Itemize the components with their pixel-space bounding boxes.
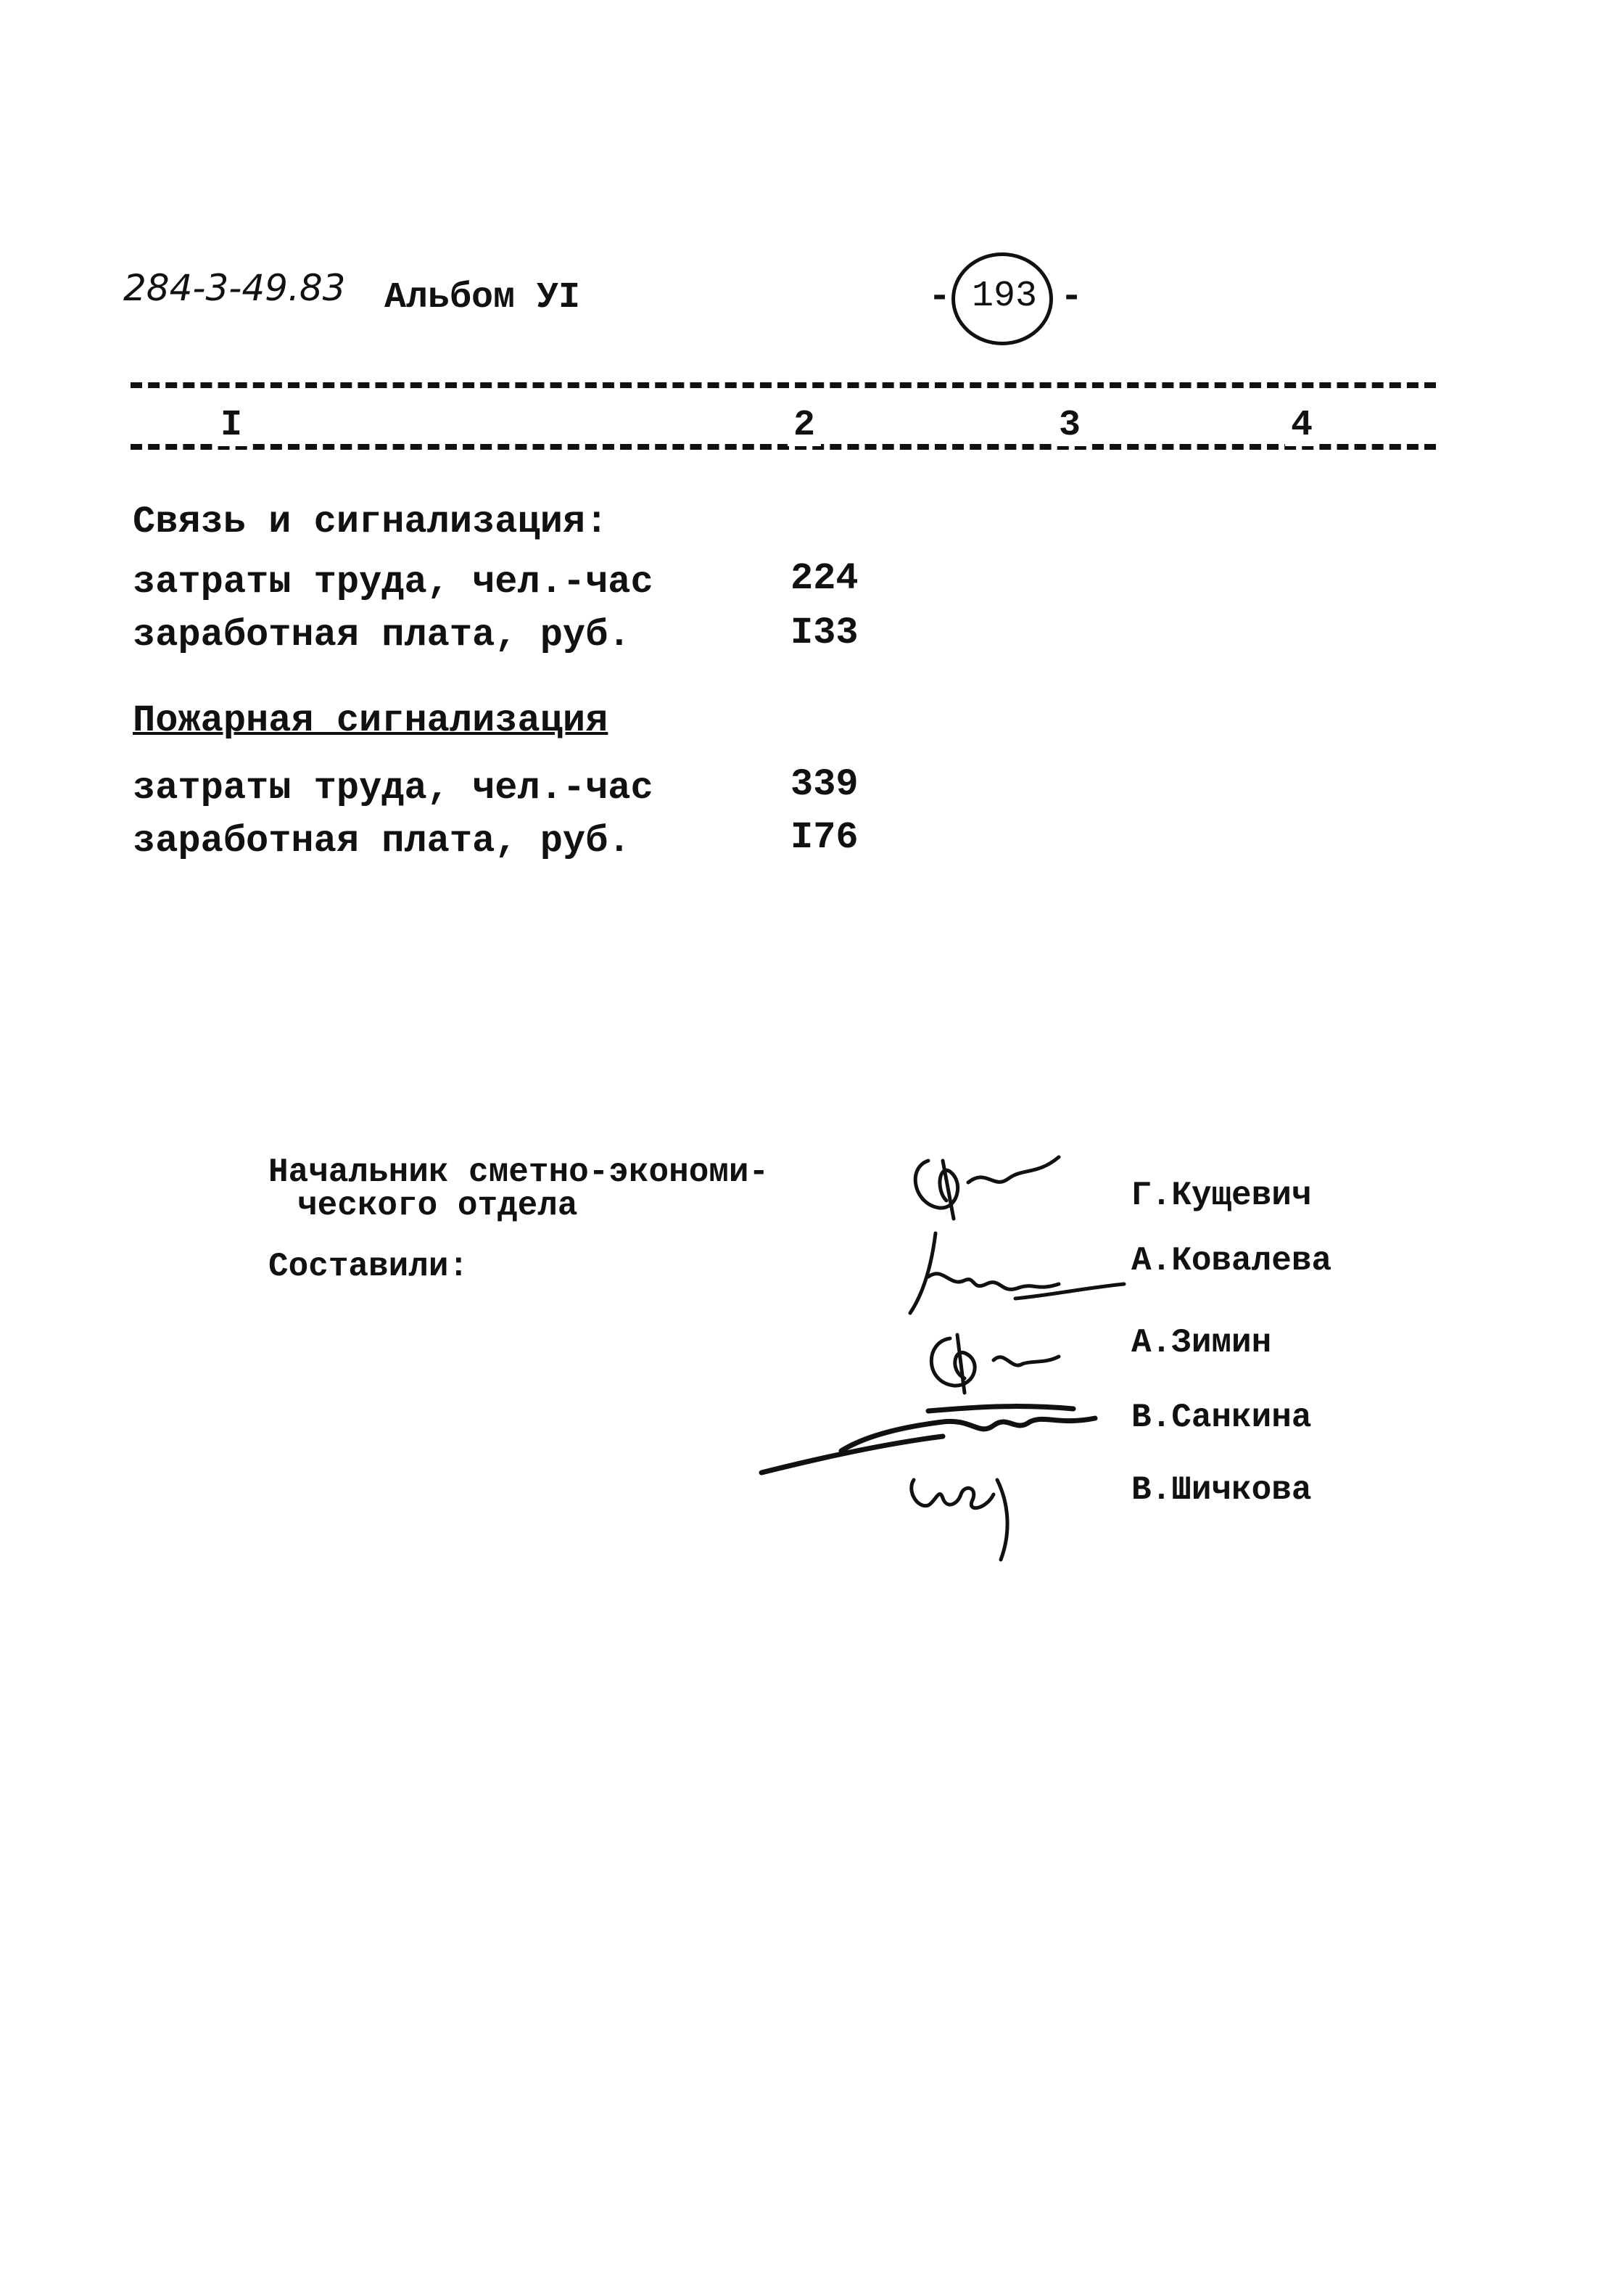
signature-shichkova	[899, 1458, 1044, 1567]
section-title: Связь и сигнализация:	[133, 501, 608, 543]
compiled-by-label: Составили:	[268, 1248, 469, 1285]
signer-name: А.Зимин	[1131, 1324, 1272, 1362]
column-header-4: 4	[1285, 405, 1318, 446]
head-title-line2: ческого отдела	[297, 1187, 578, 1225]
column-header-1: I	[215, 405, 248, 446]
row-value: 224	[790, 557, 859, 600]
page-number: 193	[972, 276, 1038, 317]
section-title: Пожарная сигнализация	[133, 699, 608, 742]
page-dash-left: -	[928, 276, 951, 318]
signer-name: Г.Кущевич	[1131, 1177, 1312, 1214]
page-dash-right: -	[1060, 276, 1083, 318]
row-value: 339	[790, 763, 859, 806]
column-header-3: 3	[1053, 405, 1086, 446]
signer-name: В.Санкина	[1131, 1399, 1312, 1436]
column-header-2: 2	[788, 405, 821, 446]
row-label: заработная плата, руб.	[133, 614, 631, 657]
signer-name: А.Ковалева	[1131, 1242, 1332, 1280]
row-value: I33	[790, 612, 859, 654]
signature-kovaleva	[892, 1226, 1139, 1320]
signature-zimin	[914, 1320, 1073, 1400]
row-label: затраты труда, чел.-час	[133, 561, 653, 604]
signature-kushchevich	[899, 1139, 1088, 1226]
top-dashed-rule	[131, 382, 1436, 388]
row-label: заработная плата, руб.	[133, 820, 631, 863]
row-value: I76	[790, 816, 859, 859]
head-title-line1: Начальник сметно-экономи-	[268, 1153, 769, 1191]
row-label: затраты труда, чел.-час	[133, 767, 653, 810]
signer-name: В.Шичкова	[1131, 1471, 1312, 1509]
album-label: Альбом УI	[384, 277, 581, 318]
document-code: 284-3-49.83	[123, 267, 346, 309]
bottom-dashed-rule	[131, 444, 1436, 450]
